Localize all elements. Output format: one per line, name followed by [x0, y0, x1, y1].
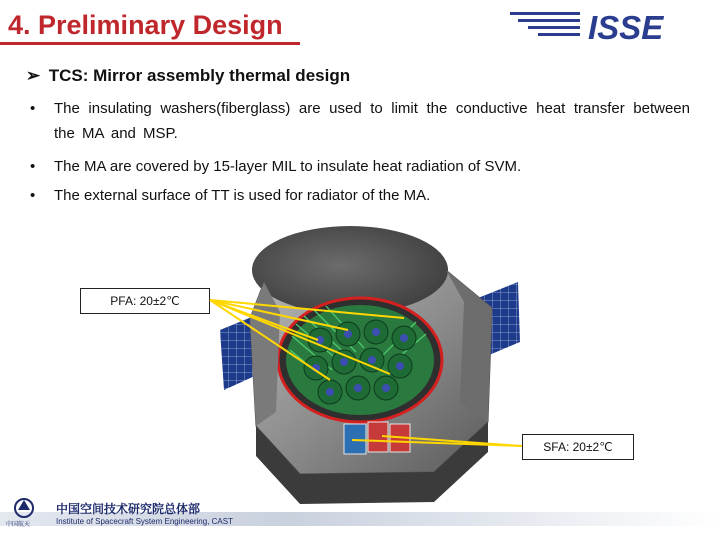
pfa-temperature-callout: PFA: 20±2℃ [80, 288, 210, 314]
logo-text: ISSE [588, 9, 664, 44]
satellite-mirror-assembly-figure [220, 212, 520, 512]
bullet-text: The external surface of TT is used for radiator of the MA. [54, 187, 431, 204]
secondary-focal-assembly [344, 422, 410, 454]
section-heading [26, 66, 350, 86]
org-name-cn: 中国空间技术研究院总体部 [56, 502, 201, 516]
arrow-bullet-icon: ➢ [26, 66, 41, 85]
heading-text: TCS: Mirror assembly thermal design [48, 66, 351, 85]
slide-title: 4. Preliminary Design [8, 10, 283, 40]
sfa-temperature-callout: SFA: 20±2℃ [522, 434, 634, 460]
bullet-dot-icon: • [30, 187, 36, 204]
bullet-text: The insulating washers(fiberglass) are used to limit the conductive heat transfer between the MA and MSP. [54, 100, 690, 142]
title-underline [0, 42, 300, 45]
bullet-dot-icon: • [30, 158, 36, 175]
bullet-dot-icon: • [30, 100, 36, 117]
emblem-caption: 中国航天 [6, 522, 31, 528]
isse-logo [510, 8, 710, 44]
org-name-en: Institute of Spacecraft System Engineering, CAST [56, 517, 233, 526]
bullet-text: The MA are covered by 15-layer MIL to insulate heat radiation of SVM. [54, 158, 522, 175]
